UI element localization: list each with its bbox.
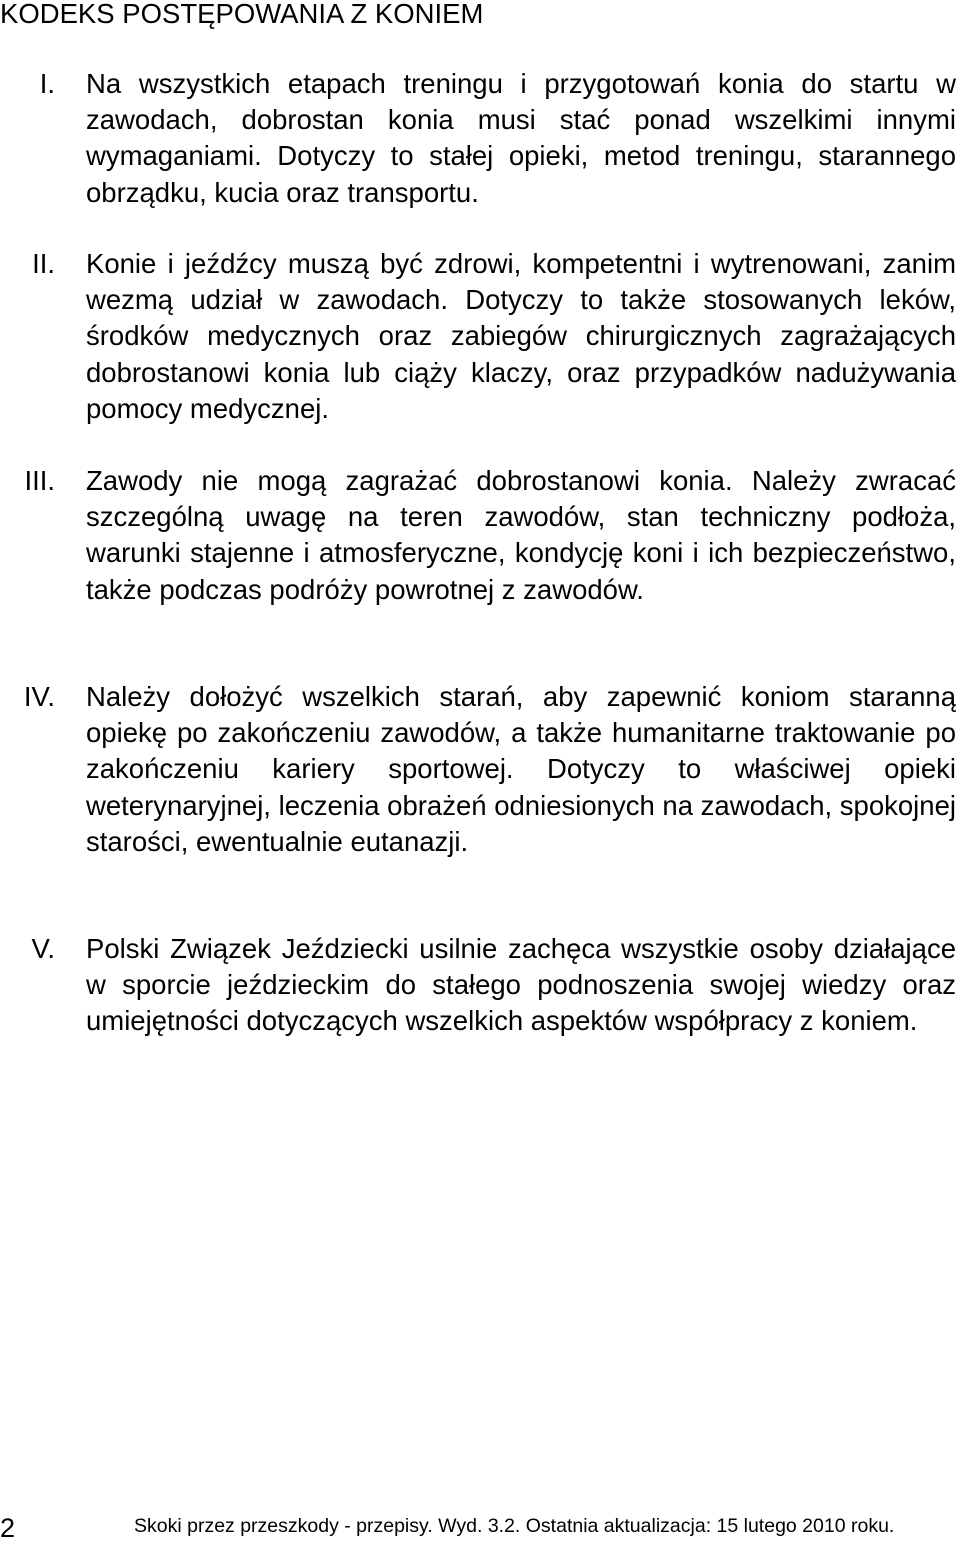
footer-text: Skoki przez przeszkody - przepisy. Wyd. 3.2. Ostatnia aktualizacja: 15 lutego 2010 roku.	[134, 1515, 895, 1537]
section-text: Należy dołożyć wszelkich starań, aby zapewnić koniom staranną opiekę po zakończeniu zawodów, a także humanitarne traktowanie po zakończeniu kariery sportowej. Dotyczy to właściwej opieki weterynaryjnej, leczenia obrażeń odniesionych na zawodach, spokojnej starości, ewentualnie eutanazji.	[86, 681, 956, 857]
section-numeral: III.	[24, 465, 55, 496]
section-numeral: V.	[31, 933, 55, 964]
section-numeral: II.	[32, 248, 55, 279]
section-numeral: I.	[39, 68, 55, 99]
section-text: Konie i jeźdźcy muszą być zdrowi, kompetentni i wytrenowani, zanim wezmą udział w zawodach. Dotyczy to także stosowanych leków, środków medycznych oraz zabiegów chirurgicznych zagrażających dobrostanowi konia lub ciąży klaczy, oraz przypadków nadużywania pomocy medycznej.	[86, 248, 956, 424]
section-text: Polski Związek Jeździecki usilnie zachęca wszystkie osoby działające w sporcie jeździeckim do stałego podnoszenia swojej wiedzy oraz umiejętności dotyczących wszelkich aspektów współpracy z koniem.	[86, 933, 956, 1037]
page-number: 2	[0, 1513, 16, 1543]
section-numeral: IV.	[23, 681, 55, 712]
page-title: KODEKS POSTĘPOWANIA Z KONIEM	[0, 0, 484, 29]
page-footer	[0, 1513, 960, 1543]
section-text: Na wszystkich etapach treningu i przygotowań konia do startu w zawodach, dobrostan konia musi stać ponad wszelkimi innymi wymaganiami. Dotyczy to stałej opieki, metod treningu, starannego obrządku, kucia oraz transportu.	[86, 68, 956, 208]
section-text: Zawody nie mogą zagrażać dobrostanowi konia. Należy zwracać szczególną uwagę na teren zawodów, stan techniczny podłoża, warunki stajenne i atmosferyczne, kondycję koni i ich bezpieczeństwo, także podczas podróży powrotnej z zawodów.	[86, 465, 956, 605]
